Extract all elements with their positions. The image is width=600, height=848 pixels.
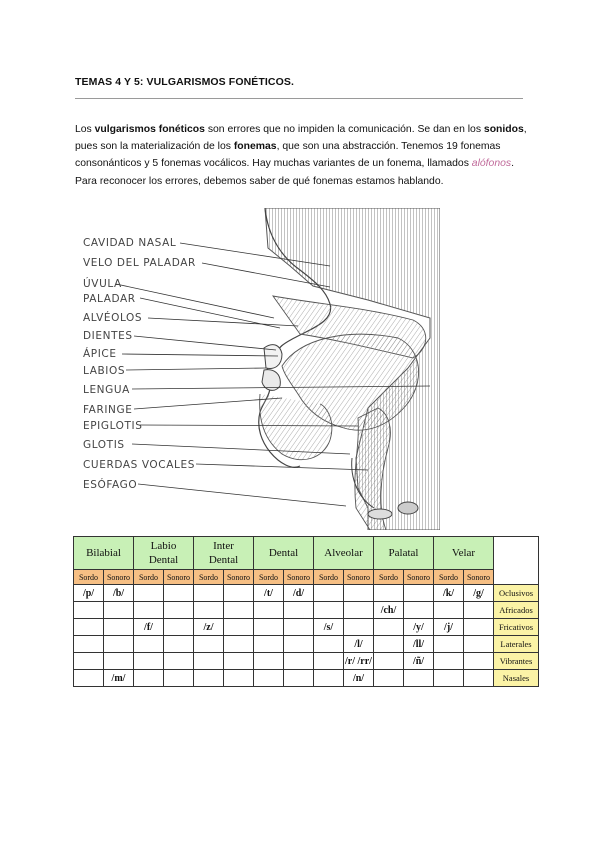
phoneme-cell: [434, 670, 464, 687]
phoneme-cell: [104, 602, 134, 619]
place-alveolar: Alveolar: [314, 537, 374, 570]
phoneme-cell: [464, 619, 494, 636]
phoneme-cell: [74, 636, 104, 653]
sub-sordo: Sordo: [74, 570, 104, 585]
phoneme-cell: /k/: [434, 585, 464, 602]
mode-label: Fricativos: [494, 619, 539, 636]
sub-sonoro: Sonoro: [104, 570, 134, 585]
phoneme-cell: /f/: [134, 619, 164, 636]
phoneme-cell: [164, 619, 194, 636]
table-row: [74, 636, 539, 653]
table-row: [74, 670, 539, 687]
phoneme-cell: [464, 670, 494, 687]
phoneme-cell: [194, 585, 224, 602]
table-row: [74, 653, 539, 670]
phoneme-cell: [104, 636, 134, 653]
phoneme-cell: [164, 670, 194, 687]
phoneme-cell: /ll/: [404, 636, 434, 653]
table-row: [74, 585, 539, 602]
phoneme-cell: [434, 653, 464, 670]
sub-sordo: Sordo: [314, 570, 344, 585]
phoneme-cell: /j/: [434, 619, 464, 636]
phoneme-cell: [224, 670, 254, 687]
mode-label: Vibrantes: [494, 653, 539, 670]
phoneme-cell: /d/: [284, 585, 314, 602]
phoneme-cell: [194, 670, 224, 687]
place-labiodental: [134, 537, 194, 570]
phoneme-cell: [194, 653, 224, 670]
phoneme-cell: /p/: [74, 585, 104, 602]
phoneme-cell: [224, 585, 254, 602]
phoneme-cell: /ñ/: [404, 653, 434, 670]
phoneme-cell: [254, 619, 284, 636]
intro-text-4: , que son una abstracción. Tenemos 19 fonemas consonánticos y 5 fonemas vocálicos. Hay muchas variantes de un fonema, llamados: [75, 141, 501, 170]
sub-sonoro: Sonoro: [284, 570, 314, 585]
phoneme-cell: [164, 585, 194, 602]
phoneme-cell: [344, 619, 374, 636]
phoneme-cell: [104, 619, 134, 636]
phoneme-cell: [344, 602, 374, 619]
phoneme-cell: [344, 585, 374, 602]
sub-sordo: Sordo: [134, 570, 164, 585]
table-header-row: [74, 537, 539, 570]
mode-label: Oclusivos: [494, 585, 539, 602]
phoneme-cell: [134, 636, 164, 653]
label-esofago: ESÓFAGO: [83, 479, 138, 491]
place-bilabial: Bilabial: [74, 537, 134, 570]
place-velar: Velar: [434, 537, 494, 570]
mode-label: Laterales: [494, 636, 539, 653]
label-glotis: GLOTIS: [83, 439, 125, 451]
sub-sordo: Sordo: [254, 570, 284, 585]
phoneme-cell: [104, 653, 134, 670]
phoneme-cell: [224, 636, 254, 653]
label-paladar: PALADAR: [83, 293, 136, 305]
phoneme-cell: [254, 670, 284, 687]
phoneme-cell: [134, 585, 164, 602]
sub-sordo: Sordo: [374, 570, 404, 585]
sub-sonoro: Sonoro: [224, 570, 254, 585]
table-row: [74, 602, 539, 619]
phoneme-cell: /r/ /rr/: [344, 653, 374, 670]
table-subheader-row: [74, 570, 539, 585]
phoneme-cell: [284, 636, 314, 653]
sub-sonoro: Sonoro: [164, 570, 194, 585]
label-apice: ÁPICE: [83, 348, 117, 360]
mode-header-blank: [494, 537, 539, 585]
phoneme-cell: /n/: [344, 670, 374, 687]
label-dientes: DIENTES: [83, 330, 133, 342]
phoneme-cell: [134, 670, 164, 687]
phoneme-cell: [374, 670, 404, 687]
table-row: [74, 619, 539, 636]
phoneme-cell: [284, 602, 314, 619]
phoneme-cell: [464, 653, 494, 670]
sub-sordo: Sordo: [434, 570, 464, 585]
intro-text-2: son errores que no impiden la comunicación. Se dan en los: [204, 124, 484, 135]
phoneme-cell: [74, 670, 104, 687]
phoneme-cell: [74, 619, 104, 636]
label-cavidad-nasal: CAVIDAD NASAL: [83, 237, 177, 249]
phoneme-cell: /ch/: [374, 602, 404, 619]
mode-label: Africados: [494, 602, 539, 619]
phoneme-cell: /g/: [464, 585, 494, 602]
phoneme-cell: [164, 602, 194, 619]
place-interdental: [194, 537, 254, 570]
phoneme-cell: [164, 653, 194, 670]
label-cuerdas-vocales: CUERDAS VOCALES: [83, 459, 195, 471]
phoneme-cell: [374, 653, 404, 670]
phoneme-cell: [74, 602, 104, 619]
label-uvula: ÚVULA: [83, 278, 122, 290]
sub-sonoro: Sonoro: [344, 570, 374, 585]
phoneme-cell: [464, 602, 494, 619]
phoneme-cell: [74, 653, 104, 670]
sub-sordo: Sordo: [194, 570, 224, 585]
intro-text-5: . Para reconocer los errores, debemos saber de qué fonemas estamos hablando.: [75, 158, 514, 187]
phoneme-cell: [374, 619, 404, 636]
label-alveolos: ALVÉOLOS: [83, 312, 143, 324]
phoneme-cell: [134, 653, 164, 670]
intro-paragraph: [75, 121, 527, 190]
phoneme-cell: [464, 636, 494, 653]
phoneme-cell: [314, 670, 344, 687]
intro-text-3: , pues son la materialización de los: [75, 124, 527, 153]
sub-sonoro: Sonoro: [404, 570, 434, 585]
phoneme-cell: [374, 636, 404, 653]
phoneme-cell: [254, 602, 284, 619]
phoneme-table: [73, 536, 539, 687]
phoneme-cell: /t/: [254, 585, 284, 602]
label-epiglotis: EPIGLOTIS: [83, 420, 143, 432]
phoneme-cell: [314, 585, 344, 602]
phoneme-cell: [284, 670, 314, 687]
label-faringe: FARINGE: [83, 404, 133, 416]
phoneme-cell: [224, 602, 254, 619]
phoneme-cell: /m/: [104, 670, 134, 687]
phoneme-cell: [284, 619, 314, 636]
phoneme-cell: [404, 602, 434, 619]
phoneme-cell: [404, 670, 434, 687]
label-labios: LABIOS: [83, 365, 126, 377]
place-palatal: Palatal: [374, 537, 434, 570]
intro-bold-sonidos: sonidos: [483, 124, 524, 135]
phoneme-cell: /b/: [104, 585, 134, 602]
title-divider: [75, 98, 523, 99]
phoneme-cell: [314, 636, 344, 653]
phoneme-cell: [164, 636, 194, 653]
label-velo-paladar: VELO DEL PALADAR: [83, 257, 196, 269]
phoneme-cell: [194, 602, 224, 619]
phoneme-cell: [224, 653, 254, 670]
intro-bold-fonemas: fonemas: [233, 141, 277, 153]
place-labiodental-text: Labio Dental: [148, 540, 179, 566]
phoneme-cell: /z/: [194, 619, 224, 636]
intro-italic-alofonos: alófonos: [471, 158, 512, 170]
phoneme-cell: [194, 636, 224, 653]
phoneme-cell: [374, 585, 404, 602]
page-title: TEMAS 4 Y 5: VULGARISMOS FONÉTICOS.: [75, 76, 294, 88]
phoneme-cell: [434, 636, 464, 653]
phoneme-cell: [284, 653, 314, 670]
vocal-tract-illustration: [68, 208, 440, 530]
place-interdental-text: Inter Dental: [208, 540, 239, 566]
intro-text-1: Los: [75, 124, 95, 135]
phoneme-cell: /l/: [344, 636, 374, 653]
phoneme-cell: [254, 653, 284, 670]
phoneme-cell: [404, 585, 434, 602]
phoneme-cell: [254, 636, 284, 653]
mode-label: Nasales: [494, 670, 539, 687]
place-dental: Dental: [254, 537, 314, 570]
phoneme-cell: [134, 602, 164, 619]
intro-bold-vulgarismos: vulgarismos fonéticos: [94, 124, 205, 135]
phoneme-cell: [314, 653, 344, 670]
sub-sonoro: Sonoro: [464, 570, 494, 585]
phoneme-cell: [224, 619, 254, 636]
label-lengua: LENGUA: [83, 384, 130, 396]
phoneme-cell: /s/: [314, 619, 344, 636]
phoneme-cell: [314, 602, 344, 619]
vocal-tract-diagram: [68, 208, 440, 530]
phoneme-cell: [434, 602, 464, 619]
phoneme-cell: /y/: [404, 619, 434, 636]
